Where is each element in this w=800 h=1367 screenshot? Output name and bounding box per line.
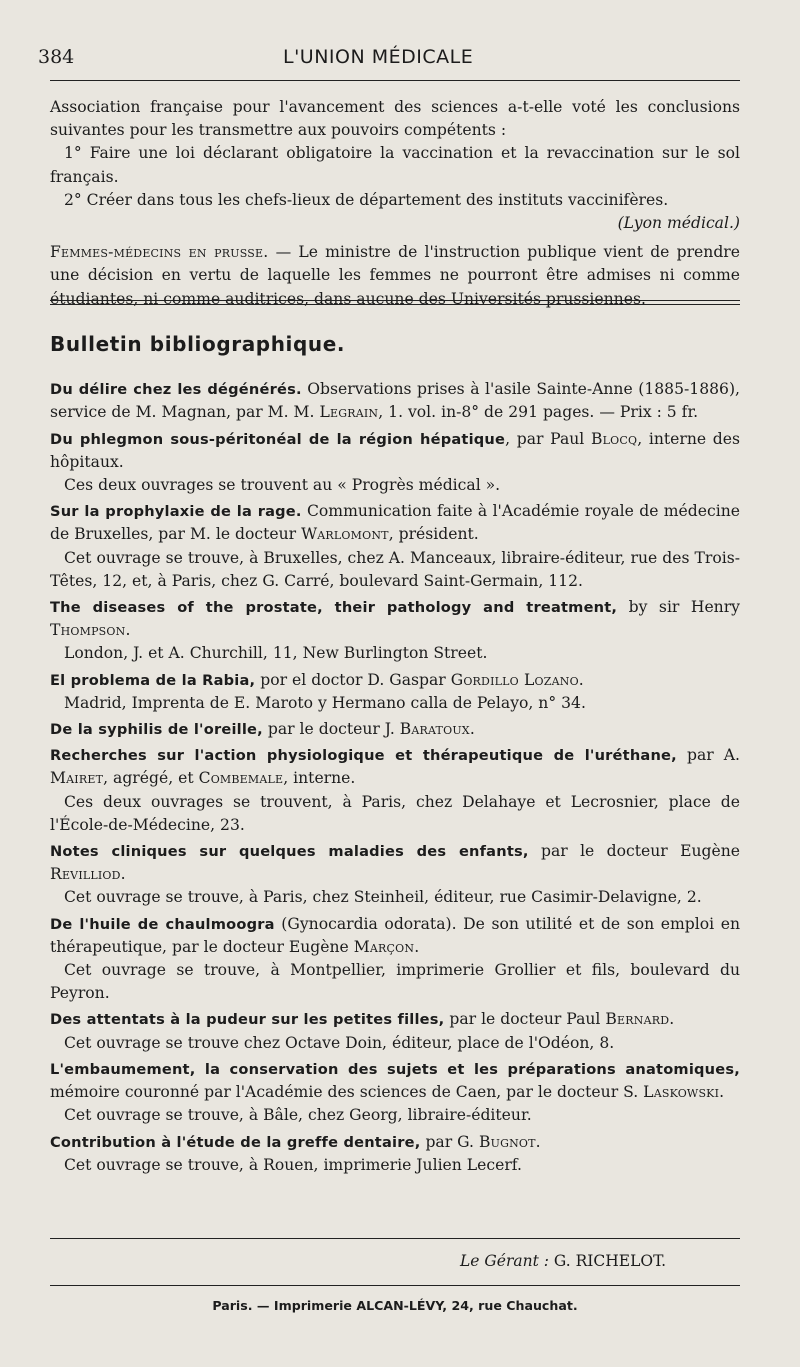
bib-entry-text: par le docteur J. — [262, 720, 400, 739]
footer-rule — [50, 1238, 740, 1239]
bib-entry-title: Du phlegmon sous-péritonéal de la région hépatique — [50, 430, 506, 448]
bib-entry-text: (Gynocardia odorata). De son utilité et de son emploi en thérapeutique, par le docteur Eugène — [50, 914, 740, 956]
bib-entry-title: Contribution à l'étude de la greffe dentaire, — [50, 1133, 421, 1151]
bib-entry — [50, 1131, 740, 1154]
bulletin-title: Bulletin bibliographique. — [50, 332, 346, 356]
bib-entry-text: , interne. — [283, 769, 356, 788]
bib-entry-author: Revilliod — [50, 865, 121, 884]
bib-entry — [50, 500, 740, 546]
bib-entry-note: Ces deux ouvrages se trouvent au « Progrès médical ». — [64, 476, 501, 495]
bib-entry — [50, 718, 740, 741]
bib-entry-note: Cet ouvrage se trouve, à Bâle, chez Georg, libraire-éditeur. — [64, 1106, 532, 1125]
bib-entry — [50, 1008, 740, 1031]
bib-entry — [50, 596, 740, 642]
bib-entry-text: . — [120, 865, 126, 884]
intro-item-1: 1° Faire une loi déclarant obligatoire la vaccination et la revaccination sur le sol français. — [50, 144, 740, 186]
intro-section — [50, 96, 740, 311]
bib-entry-text: mémoire couronné par l'Académie des sciences de Caen, par le docteur S. — [50, 1083, 644, 1102]
bib-entry-title: Du délire chez les dégénérés. — [50, 381, 302, 399]
bib-entry-author: Legrain — [319, 403, 379, 422]
bib-entry-text: . — [719, 1083, 725, 1102]
intro-item-2: 2° Créer dans tous les chefs-lieux de département des instituts vaccinifères. — [64, 190, 669, 209]
bib-entry-author: Baratoux — [399, 720, 470, 739]
bib-entry-title: De l'huile de chaulmoogra — [50, 915, 275, 933]
gerant-label: Le Gérant : — [460, 1252, 549, 1270]
bib-entry-text: , interne des hôpitaux. — [50, 429, 740, 471]
bib-entry-author: Laskowski — [643, 1083, 720, 1102]
bib-entry — [50, 913, 740, 959]
news-text: — Le ministre de l'instruction publique vient de prendre une décision en vertu de laquelle les femmes ne pourront être admises ni comme étudiantes, ni comme auditrices, dans aucune des Universités prussiennes. — [50, 243, 740, 308]
bib-entry — [50, 840, 740, 886]
bib-entry-note: London, J. et A. Churchill, 11, New Burlington Street. — [64, 644, 488, 663]
bib-entry-text: par G. — [420, 1132, 479, 1151]
imprint-rule — [50, 1285, 740, 1286]
bib-entry-note: Ces deux ouvrages se trouvent, à Paris, chez Delahaye et Lecrosnier, place de l'École-de-Médecine, 23. — [50, 792, 740, 834]
intro-paragraph: Association française pour l'avancement des sciences a-t-elle voté les conclusions suivantes pour les transmettre aux pouvoirs compétents : — [50, 98, 740, 140]
bib-entry-note: Madrid, Imprenta de E. Maroto y Hermano calla de Pelayo, n° 34. — [64, 693, 586, 712]
bib-entry-text: par le docteur Eugène — [528, 842, 740, 861]
bib-entry-text: par A. — [676, 746, 740, 765]
bib-entry-title: The diseases of the prostate, their pathology and treatment, — [50, 599, 618, 617]
bib-entry-text: by sir Henry — [617, 598, 740, 617]
bulletin-section — [50, 333, 740, 1177]
bib-entry-author: Bernard — [605, 1010, 670, 1029]
header-rule — [50, 80, 740, 81]
gerant-name: G. RICHELOT. — [548, 1252, 667, 1270]
bib-entry-author: Marçon — [353, 937, 415, 956]
bib-entry-text: . — [125, 621, 131, 640]
bib-entry-author: Thompson — [50, 621, 126, 640]
bib-entry-author: Warlomont — [301, 525, 389, 544]
bib-entry-author: Gordillo Lozano — [450, 670, 579, 689]
bib-entry-text: . — [669, 1010, 675, 1029]
bib-entry-title: L'embaumement, la conservation des sujets et les préparations anatomiques, — [50, 1060, 740, 1078]
bib-entry-text: , 1. vol. in-8° de 291 pages. — Prix : 5 fr. — [378, 403, 699, 422]
page-number: 384 — [38, 46, 75, 68]
bib-entry — [50, 428, 740, 474]
intro-source: (Lyon médical.) — [617, 214, 740, 233]
bib-entry-note: Cet ouvrage se trouve chez Octave Doin, éditeur, place de l'Odéon, 8. — [64, 1033, 615, 1052]
bib-entry-title: Notes cliniques sur quelques maladies des enfants, — [50, 843, 529, 861]
page-header — [38, 46, 738, 76]
section-rule-top — [50, 300, 740, 301]
bib-entry-text: . — [535, 1132, 541, 1151]
bib-entry-title: Sur la prophylaxie de la rage. — [50, 503, 302, 521]
bib-entry-text: Observations prises à l'asile Sainte-Anne (1885-1886), service de M. Magnan, par M. M. — [50, 380, 740, 422]
bib-entry-note: Cet ouvrage se trouve, à Bruxelles, chez A. Manceaux, libraire-éditeur, rue des Trois-Têtes, 12, et, à Paris, chez G. Carré, boulevard Saint-Germain, 112. — [50, 548, 740, 590]
bib-entry-text: . — [414, 937, 420, 956]
bib-entry-title: El problema de la Rabia, — [50, 671, 256, 689]
bib-entry-note: Cet ouvrage se trouve, à Rouen, imprimerie Julien Lecerf. — [64, 1155, 522, 1174]
bib-entry — [50, 744, 740, 790]
bib-entry-author: Bugnot — [478, 1132, 536, 1151]
bib-entry — [50, 669, 740, 692]
news-heading: Femmes-médecins en prusse. — [50, 243, 269, 262]
bib-entry-title: Recherches sur l'action physiologique et thérapeutique de l'uréthane, — [50, 747, 677, 765]
journal-title: L'UNION MÉDICALE — [283, 46, 474, 68]
bib-entry-text: Communication faite à l'Académie royale de médecine de Bruxelles, par M. le docteur — [50, 502, 740, 544]
bib-entry-author: Mairet — [50, 769, 104, 788]
bib-entry-text: . — [469, 720, 475, 739]
bib-entry-text: , agrégé, et — [103, 769, 199, 788]
bib-entry-author: Blocq — [590, 429, 638, 448]
bib-entry — [50, 1058, 740, 1104]
bib-entry-title: Des attentats à la pudeur sur les petites filles, — [50, 1011, 445, 1029]
gerant-signature — [460, 1252, 666, 1270]
bib-entry-title: De la syphilis de l'oreille, — [50, 721, 263, 739]
section-rule-bottom — [50, 304, 740, 305]
bib-entry-text: par le docteur Paul — [444, 1010, 606, 1029]
bib-entry-text: . — [578, 670, 584, 689]
bib-entry-note: Cet ouvrage se trouve, à Montpellier, imprimerie Grollier et fils, boulevard du Peyron. — [50, 961, 740, 1003]
bib-entry-text: por el doctor D. Gaspar — [255, 670, 451, 689]
bib-entry-text: , président. — [388, 525, 479, 544]
bib-entry-text: , par Paul — [505, 429, 591, 448]
bib-entry-note: Cet ouvrage se trouve, à Paris, chez Steinheil, éditeur, rue Casimir-Delavigne, 2. — [64, 888, 702, 907]
bib-entry-author: Combemale — [198, 769, 284, 788]
printer-imprint: Paris. — Imprimerie ALCAN-LÉVY, 24, rue Chauchat. — [212, 1298, 578, 1313]
bib-entry — [50, 378, 740, 424]
